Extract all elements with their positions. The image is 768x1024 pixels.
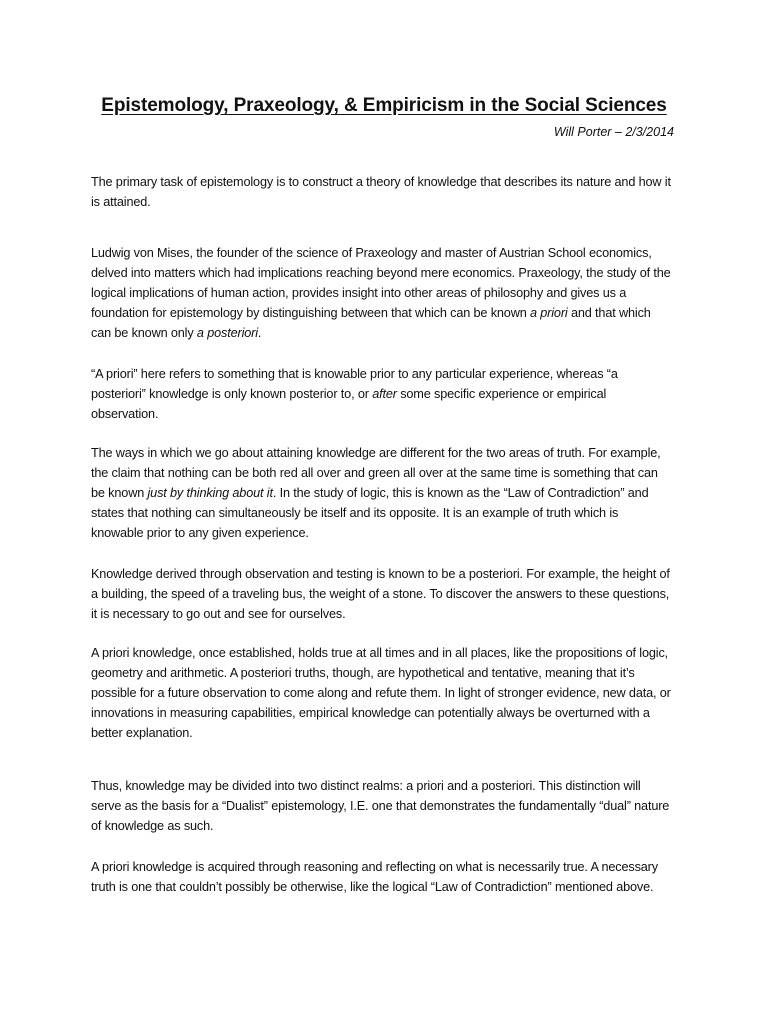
paragraph-text: . In the study of logic, this is known as the “Law of Contradiction” and states that nothing can simultaneously be itself and its opposite. It is an example of truth which is knowable prior to any given experience. [91, 486, 649, 540]
paragraph-text: “A priori” here refers to something that is knowable prior to any particular experience, whereas “a posteriori” knowledge is only known posterior to, or [91, 367, 618, 401]
paragraph-text: Knowledge derived through observation and testing is known to be a posteriori. For example, the height of a building, the speed of a traveling bus, the weight of a stone. To discover the answers to these questions, it is necessary to go out and see for ourselves. [91, 567, 670, 621]
paragraph-6 [91, 643, 671, 743]
paragraph-8 [91, 857, 671, 897]
paragraph-text: and that which can be known only [91, 306, 651, 340]
paragraph-text: The primary task of epistemology is to construct a theory of knowledge that describes its nature and how it is attained. [91, 175, 671, 209]
paragraph-2 [91, 243, 671, 343]
paragraph-text: some specific experience or empirical observation. [91, 387, 607, 421]
document-title: Epistemology, Praxeology, & Empiricism in the Social Sciences [101, 95, 667, 116]
paragraph-text: . [257, 326, 262, 340]
paragraph-1 [91, 172, 671, 212]
paragraph-4 [91, 443, 671, 543]
italic-term: a posteriori [196, 326, 258, 340]
author-date-byline: Will Porter – 2/3/2014 [553, 125, 674, 139]
paragraph-text: Ludwig von Mises, the founder of the science of Praxeology and master of Austrian School economics, delved into matters which had implications reaching beyond mere economics. Praxeology, the study of the logical implications of human action, provides insight into other areas of philosophy and gives us a foundation for epistemology by distinguishing between that which can be known [91, 246, 671, 320]
paragraph-text: Thus, knowledge may be divided into two distinct realms: a priori and a posteriori. This distinction will serve as the basis for a “Dualist” epistemology, I.E. one that demonstrates the fundamentally “dual” nature of knowledge as such. [91, 779, 670, 833]
paragraph-5 [91, 564, 671, 624]
paragraph-3 [91, 364, 671, 424]
italic-term: a priori [530, 306, 568, 320]
italic-term: just by thinking about it [147, 486, 273, 500]
paragraph-7 [91, 776, 671, 836]
paragraph-text: A priori knowledge is acquired through reasoning and reflecting on what is necessarily true. A necessary truth is one that couldn’t possibly be otherwise, like the logical “Law of Contradiction” mentioned above. [91, 860, 658, 894]
italic-term: after [372, 387, 397, 401]
paragraph-text: The ways in which we go about attaining knowledge are different for the two areas of truth. For example, the claim that nothing can be both red all over and green all over at the same time is something that can be known [91, 446, 661, 500]
paragraph-text: A priori knowledge, once established, holds true at all times and in all places, like the propositions of logic, geometry and arithmetic. A posteriori truths, though, are hypothetical and tentative, meaning that it’s possible for a future observation to come along and refute them. In light of stronger evidence, new data, or innovations in measuring capabilities, empirical knowledge can potentially always be overturned with a better explanation. [91, 646, 671, 740]
